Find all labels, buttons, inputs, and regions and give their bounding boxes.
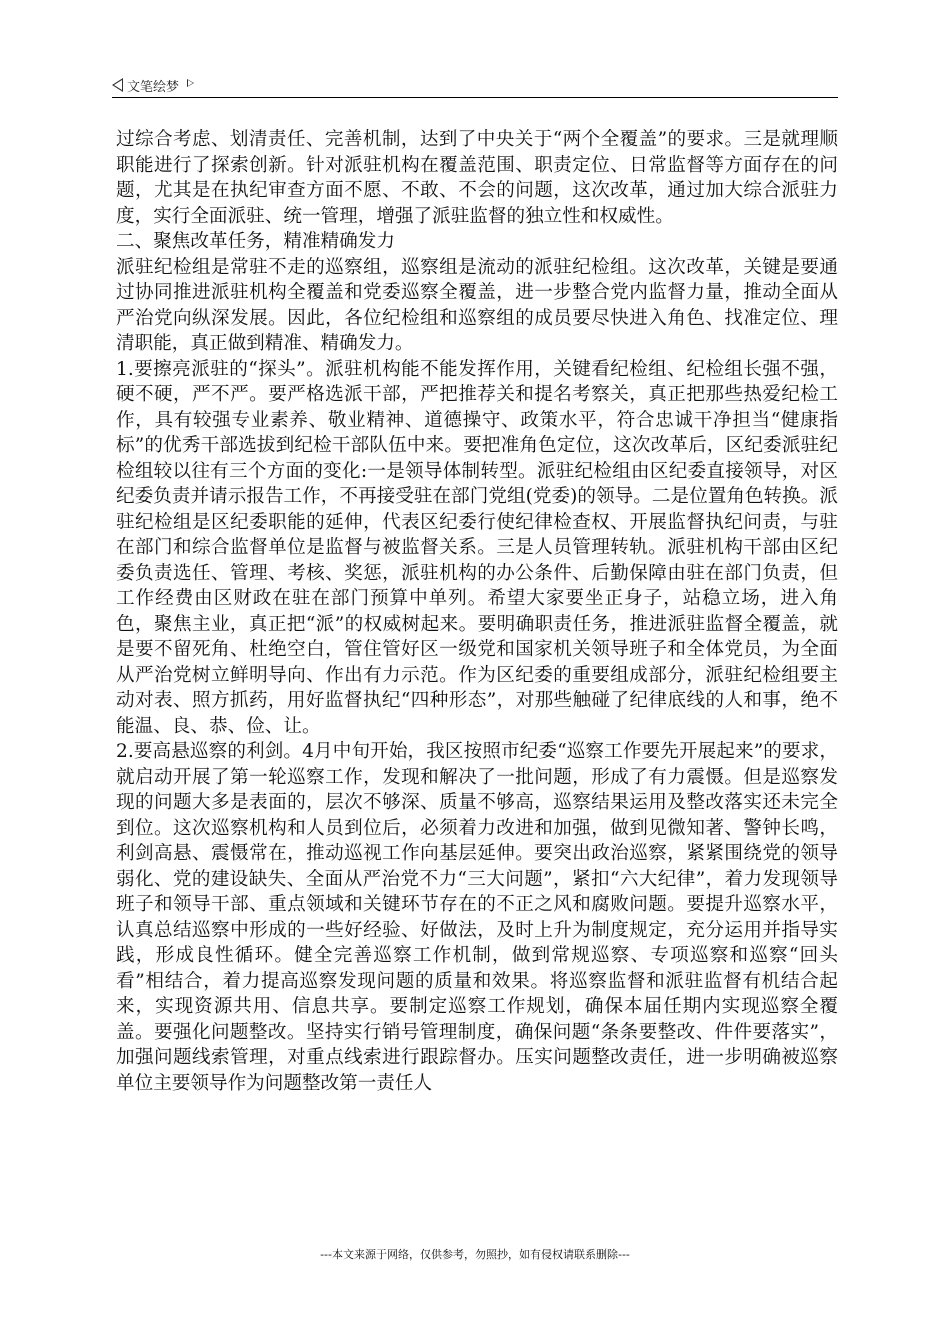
paragraph: 过综合考虑、划清责任、完善机制，达到了中央关于“两个全覆盖”的要求。三是就理顺职能进行了探索创新。针对派驻机构在覆盖范围、职责定位、日常监督等方面存在的问题，尤其是在执纪审查方面不愿、不敢、不会的问题，这次改革，通过加大综合派驻力度，实行全面派驻、统一管理，增强了派驻监督的独立性和权威性。 (116, 129, 838, 227)
header-title: 文笔绘梦 (127, 79, 180, 95)
section-heading: 二、聚焦改革任务，精准精确发力 (116, 231, 395, 252)
header-divider (112, 97, 838, 98)
paragraph: 2.要高悬巡察的利剑。4月中旬开始，我区按照市纪委“巡察工作要先开展起来”的要求，就启动开展了第一轮巡察工作，发现和解决了一批问题，形成了有力震慑。但是巡察发现的问题大多是表面的，层次不够深、质量不够高，巡察结果运用及整改落实还未完全到位。这次巡察机构和人员到位后，必须着力改进和加强，做到见微知著、警钟长鸣，利剑高悬、震慑常在，推动巡视工作向基层延伸。要突出政治巡察，紧紧围绕党的领导弱化、党的建设缺失、全面从严治党不力“三大问题”，紧扣“六大纪律”，着力发现领导班子和领导干部、重点领域和关键环节存在的不正之风和腐败问题。要提升巡察水平，认真总结巡察中形成的一些好经验、好做法，及时上升为制度规定，充分运用并指导实践，形成良性循环。健全完善巡察工作机制，做到常规巡察、专项巡察和巡察“回头看”相结合，着力提高巡察发现问题的质量和效果。将巡察监督和派驻监督有机结合起来，实现资源共用、信息共享。要制定巡察工作规划，确保本届任期内实现巡察全覆盖。要强化问题整改。坚持实行销号管理制度，确保问题“条条要整改、件件要落实”，加强问题线索管理，对重点线索进行跟踪督办。压实问题整改责任，进一步明确被巡察单位主要领导作为问题整改第一责任人 (116, 741, 838, 1094)
paragraph: 1.要擦亮派驻的“探头”。派驻机构能不能发挥作用，关键看纪检组、纪检组长强不强，硬不硬，严不严。要严格选派干部，严把推荐关和提名考察关，真正把那些热爱纪检工作，具有较强专业素养、敬业精神、道德操守、政策水平，符合忠诚干净担当“健康指标”的优秀干部选拔到纪检干部队伍中来。要把准角色定位，这次改革后，区纪委派驻纪检组较以往有三个方面的变化:一是领导体制转型。派驻纪检组由区纪委直接领导，对区纪委负责并请示报告工作，不再接受驻在部门党组(党委)的领导。二是位置角色转换。派驻纪检组是区纪委职能的延伸，代表区纪委行使纪律检查权、开展监督执纪问责，与驻在部门和综合监督单位是监督与被监督关系。三是人员管理转轨。派驻机构干部由区纪委负责选任、管理、考核、奖惩，派驻机构的办公条件、后勤保障由驻在部门负责，但工作经费由区财政在驻在部门预算中单列。希望大家要坐正身子，站稳立场，进入角色，聚焦主业，真正把“派”的权威树起来。要明确职责任务，推进派驻监督全覆盖，就是要不留死角、杜绝空白，管住管好区一级党和国家机关领导班子和全体党员，为全面从严治党树立鲜明导向、作出有力示范。作为区纪委的重要组成部分，派驻纪检组要主动对表、照方抓药，用好监督执纪“四种形态”，对那些触碰了纪律底线的人和事，绝不能温、良、恭、俭、让。 (116, 358, 838, 737)
paragraph: 派驻纪检组是常驻不走的巡察组，巡察组是流动的派驻纪检组。这次改革，关键是要通过协同推进派驻机构全覆盖和党委巡察全覆盖，进一步整合党内监督力量，推动全面从严治党向纵深发展。因此，各位纪检组和巡察组的成员要尽快进入角色、找准定位、理清职能，真正做到精准、精确发力。 (116, 256, 838, 354)
left-triangle-icon (112, 78, 123, 92)
document-body (116, 127, 838, 1096)
footer-disclaimer: ---本文来源于网络，仅供参考，勿照抄，如有侵权请联系删除--- (320, 1248, 630, 1261)
right-triangle-icon (187, 79, 194, 87)
page-header (112, 74, 838, 96)
